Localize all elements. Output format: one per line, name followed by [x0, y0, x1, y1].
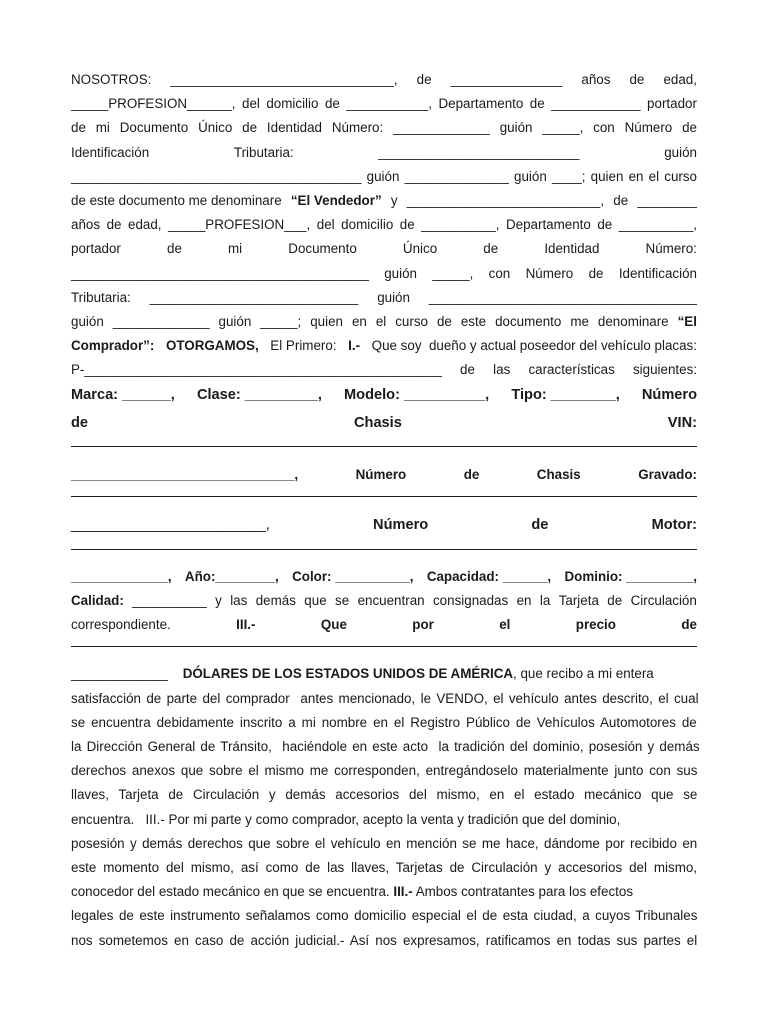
word: con — [488, 265, 511, 281]
clause-number-3b: III.- — [393, 884, 413, 900]
word: de — [71, 414, 89, 431]
word: domicilio — [341, 217, 394, 233]
text-line — [71, 613, 697, 637]
word: Número: — [645, 241, 697, 257]
word: Documento — [119, 120, 189, 136]
word: Número — [641, 387, 697, 404]
blank-nit-8: _____; — [260, 313, 302, 329]
word: curso — [395, 313, 428, 329]
word: de — [460, 362, 475, 378]
text-line — [71, 358, 697, 382]
paragraph-line: se encuentra debidamente inscrito a mi nombre en el Registro Público de Vehículos Automotores de — [71, 714, 697, 730]
word: consignadas — [432, 592, 509, 608]
word: Departamento — [438, 96, 524, 112]
blank-age-2: ________ — [637, 192, 697, 208]
word: guión — [514, 168, 547, 184]
text-line — [71, 904, 697, 928]
word: siguientes: — [632, 362, 697, 378]
blank-domicile-2: __________, — [421, 217, 500, 233]
word: Tributaria: — [71, 289, 131, 305]
word: me — [570, 313, 589, 329]
word: las — [493, 362, 511, 378]
word: años — [581, 72, 611, 87]
word: guión — [71, 313, 104, 329]
paragraph-line: llaves, Tarjeta de Circulación y demás accesorios del mismo, en el estado mecánico que se — [71, 787, 698, 803]
word: de — [399, 217, 415, 233]
field-calidad: Calidad: — [71, 592, 124, 608]
word: de — [588, 265, 604, 281]
paragraph-line: derechos anexos que sobre el mismo me corresponden, entregándoselo materialmente junto con sus — [71, 763, 698, 779]
word: guión — [384, 265, 417, 281]
document-body — [71, 68, 700, 953]
text-line — [71, 116, 697, 140]
word: del — [316, 217, 335, 233]
word: de — [167, 241, 182, 257]
text-line — [71, 856, 697, 880]
term-el-comprador-start: “El — [677, 313, 697, 329]
word: guión — [377, 289, 410, 305]
word: en — [516, 592, 532, 608]
text-line — [71, 783, 697, 807]
word: años — [71, 217, 101, 233]
word: curso — [664, 168, 697, 184]
word: de — [71, 120, 86, 136]
blank-profession-2: _____PROFESION___, — [168, 217, 311, 233]
word: y — [215, 592, 222, 608]
word: Único — [198, 120, 233, 136]
phrase: Ambos contratantes para los efectos — [415, 884, 634, 900]
blank-line-price — [71, 637, 697, 647]
text-line — [71, 68, 697, 92]
word: mi — [95, 120, 110, 136]
word: Único — [402, 241, 438, 257]
word: de — [681, 617, 697, 633]
blank-dui-2: ________________________________________ — [71, 265, 369, 281]
word: características — [528, 362, 615, 378]
text-line — [71, 711, 697, 735]
word: edad, — [128, 217, 162, 233]
text-line — [71, 687, 697, 711]
blank-nit-4: ____; — [551, 168, 586, 184]
word: en — [351, 313, 367, 329]
phrase: , que recibo a mi entera — [513, 666, 654, 682]
word: de — [629, 72, 645, 87]
blank-nit-6: ____________________________________ — [428, 289, 697, 305]
word: de — [463, 466, 480, 482]
word: Tarjeta — [558, 592, 599, 608]
term-currency: DÓLARES DE LOS ESTADOS UNIDOS DE AMÉRICA — [182, 666, 514, 682]
blank-vin-end: ______________________________, — [71, 466, 299, 482]
text-line — [71, 141, 697, 165]
word: Que — [320, 617, 347, 633]
paragraph-line: la Dirección General de Tránsito, haciéndole en este acto la tradición del dominio, posesión y demás — [71, 739, 700, 754]
word: Número — [624, 120, 673, 136]
blank-dui-suffix-1: _____, — [542, 120, 584, 136]
text-line — [71, 334, 697, 358]
word: se — [335, 592, 350, 608]
word: de — [416, 72, 432, 87]
word: Identificación — [618, 265, 697, 281]
word: denominare — [597, 313, 669, 329]
field-capacidad: Capacidad: ______, — [426, 568, 552, 584]
term-otorgamos: OTORGAMOS, — [165, 338, 259, 354]
blank-nit-3: ______________ — [404, 168, 509, 184]
word: mi — [228, 241, 243, 257]
paragraph-line: legales de este instrumento señalamos como domicilio especial el de esta ciudad, a cuyos Tribunales — [71, 908, 698, 924]
field-tipo: Tipo: ________, — [511, 387, 620, 404]
blank-profession-1: _____PROFESION______, — [71, 96, 236, 112]
word: el — [375, 313, 387, 329]
word: guión — [499, 120, 533, 136]
blank-line-chasis — [71, 487, 697, 497]
text-line — [71, 165, 697, 189]
paragraph-line: este momento del mismo, así como de las llaves, Tarjetas de Circulación y accesorios del mismo, — [71, 859, 698, 875]
term-el-vendedor: “El Vendedor” — [290, 192, 382, 208]
text-line — [71, 463, 697, 487]
word: guión — [664, 144, 697, 160]
text-line — [71, 286, 697, 310]
blank-domicile-1: ___________, — [346, 96, 432, 112]
field-color: Color: __________, — [292, 568, 414, 584]
word: Número — [355, 466, 407, 482]
word: Chasis — [536, 466, 581, 482]
text-line — [71, 565, 697, 589]
blank-price: _____________ — [71, 666, 168, 682]
word: la — [539, 592, 551, 608]
blank-line-vin — [71, 437, 697, 447]
text-line — [71, 382, 697, 410]
text-line — [71, 310, 697, 334]
word: por — [412, 617, 434, 633]
word: de — [682, 120, 697, 136]
word: guión — [218, 313, 252, 329]
word: Identidad — [266, 120, 323, 136]
field-motor: Motor: — [651, 517, 697, 533]
clause-number-3: III.- — [236, 617, 256, 633]
word: encuentra. — [71, 811, 135, 827]
text-line — [71, 662, 697, 686]
word: de — [531, 517, 549, 533]
text-line — [71, 589, 697, 613]
word: Departamento — [505, 217, 591, 233]
word: y — [390, 192, 398, 208]
word: del — [242, 96, 260, 112]
word: de — [106, 217, 122, 233]
word: edad, — [663, 72, 697, 87]
text-line — [71, 512, 697, 540]
word: el — [648, 168, 660, 184]
word: quien — [590, 168, 624, 184]
paragraph-line: posesión y demás derechos que sobre el vehículo en mención se me hace, dándome por recibido en — [71, 835, 698, 851]
word: de — [529, 96, 545, 112]
word: este — [460, 313, 487, 329]
word: de — [483, 241, 499, 257]
field-modelo: Modelo: __________, — [344, 387, 490, 404]
phrase: Que soy dueño y actual poseedor del vehículo placas: — [371, 338, 697, 354]
text-line — [71, 735, 700, 759]
blank-plate: P-________________________________________________ — [71, 362, 442, 378]
word: portador — [647, 96, 697, 112]
phrase: III.- Por mi parte y como comprador, acepto la venta y tradición que del dominio, — [145, 811, 621, 827]
text-line — [71, 92, 697, 116]
blank-nit-2: _______________________________________ — [71, 168, 362, 184]
text-line — [71, 410, 697, 438]
word: portador — [71, 241, 121, 257]
word: de — [607, 592, 623, 608]
field-chasis-gravado: Gravado: — [638, 466, 697, 482]
text-line — [71, 262, 697, 286]
blank-chasis-end: ________________________, — [71, 517, 270, 533]
word: precio — [575, 617, 616, 633]
blank-department-2: __________, — [618, 217, 697, 233]
word: Documento — [288, 241, 357, 257]
paragraph-line: satisfacción de parte del comprador antes mencionado, le VENDO, el vehículo antes descrito, el cual — [71, 690, 699, 706]
clause-number-1: I.- — [348, 338, 361, 354]
word: el — [499, 617, 511, 633]
label-nosotros: NOSOTROS: — [71, 72, 152, 87]
word: correspondiente. — [71, 617, 171, 633]
text-line — [71, 213, 697, 237]
word: de — [324, 96, 340, 112]
word: Identificación — [71, 144, 150, 160]
text-line — [71, 880, 697, 904]
text-line — [71, 759, 697, 783]
word: Circulación — [630, 592, 697, 608]
text-line — [71, 189, 697, 213]
blank-calidad: __________ — [132, 592, 207, 608]
blank-dui-suffix-2: _____, — [432, 265, 474, 281]
word: Identidad — [544, 241, 600, 257]
blank-line-motor — [71, 540, 697, 550]
blank-age-1: _______________ — [450, 72, 563, 87]
word: de — [436, 313, 452, 329]
field-ano: Año:________, — [184, 568, 279, 584]
word: Chasis — [353, 414, 402, 431]
word: Tributaria: — [233, 144, 294, 160]
field-dominio: Dominio: _________, — [564, 568, 697, 584]
phrase: de este documento me denominare — [71, 192, 282, 208]
word: documento — [495, 313, 562, 329]
field-clase: Clase: _________, — [196, 387, 322, 404]
word: demás — [255, 592, 296, 608]
phrase: conocedor del estado mecánico en que se encuentra. — [71, 884, 390, 900]
word: las — [230, 592, 248, 608]
blank-dui-1: _____________ — [393, 120, 490, 136]
word: domicilio — [266, 96, 319, 112]
word: guión — [366, 168, 400, 184]
blank-department-1: ____________ — [551, 96, 641, 112]
blank-nit-1: ___________________________ — [378, 144, 580, 160]
blank-name-2: __________________________, — [406, 192, 605, 208]
word: encuentran — [357, 592, 425, 608]
term-el-comprador-end: Comprador”: — [71, 338, 155, 354]
word: quien — [310, 313, 343, 329]
field-marca: Marca: ______, — [71, 387, 175, 404]
word: Número — [373, 517, 429, 533]
word: que — [304, 592, 327, 608]
phrase: El Primero: — [270, 338, 337, 354]
paragraph-line: nos sometemos en caso de acción judicial.- Así nos expresamos, ratificamos en todas sus partes el — [71, 932, 698, 948]
word: en — [628, 168, 644, 184]
blank-nit-5: ____________________________ — [149, 289, 359, 305]
word: Número — [525, 265, 574, 281]
text-line — [71, 237, 697, 261]
word: de — [597, 217, 613, 233]
text-line — [71, 929, 697, 953]
word: de — [613, 192, 629, 208]
text-line — [71, 808, 697, 832]
word: de — [242, 120, 258, 136]
blank-motor-end: _____________, — [71, 568, 172, 584]
blank-name-1: ______________________________, — [170, 72, 398, 87]
blank-nit-7: _____________ — [112, 313, 210, 329]
text-line — [71, 832, 697, 856]
word: Número: — [331, 120, 384, 136]
word: con — [593, 120, 615, 136]
field-vin: VIN: — [667, 414, 697, 431]
